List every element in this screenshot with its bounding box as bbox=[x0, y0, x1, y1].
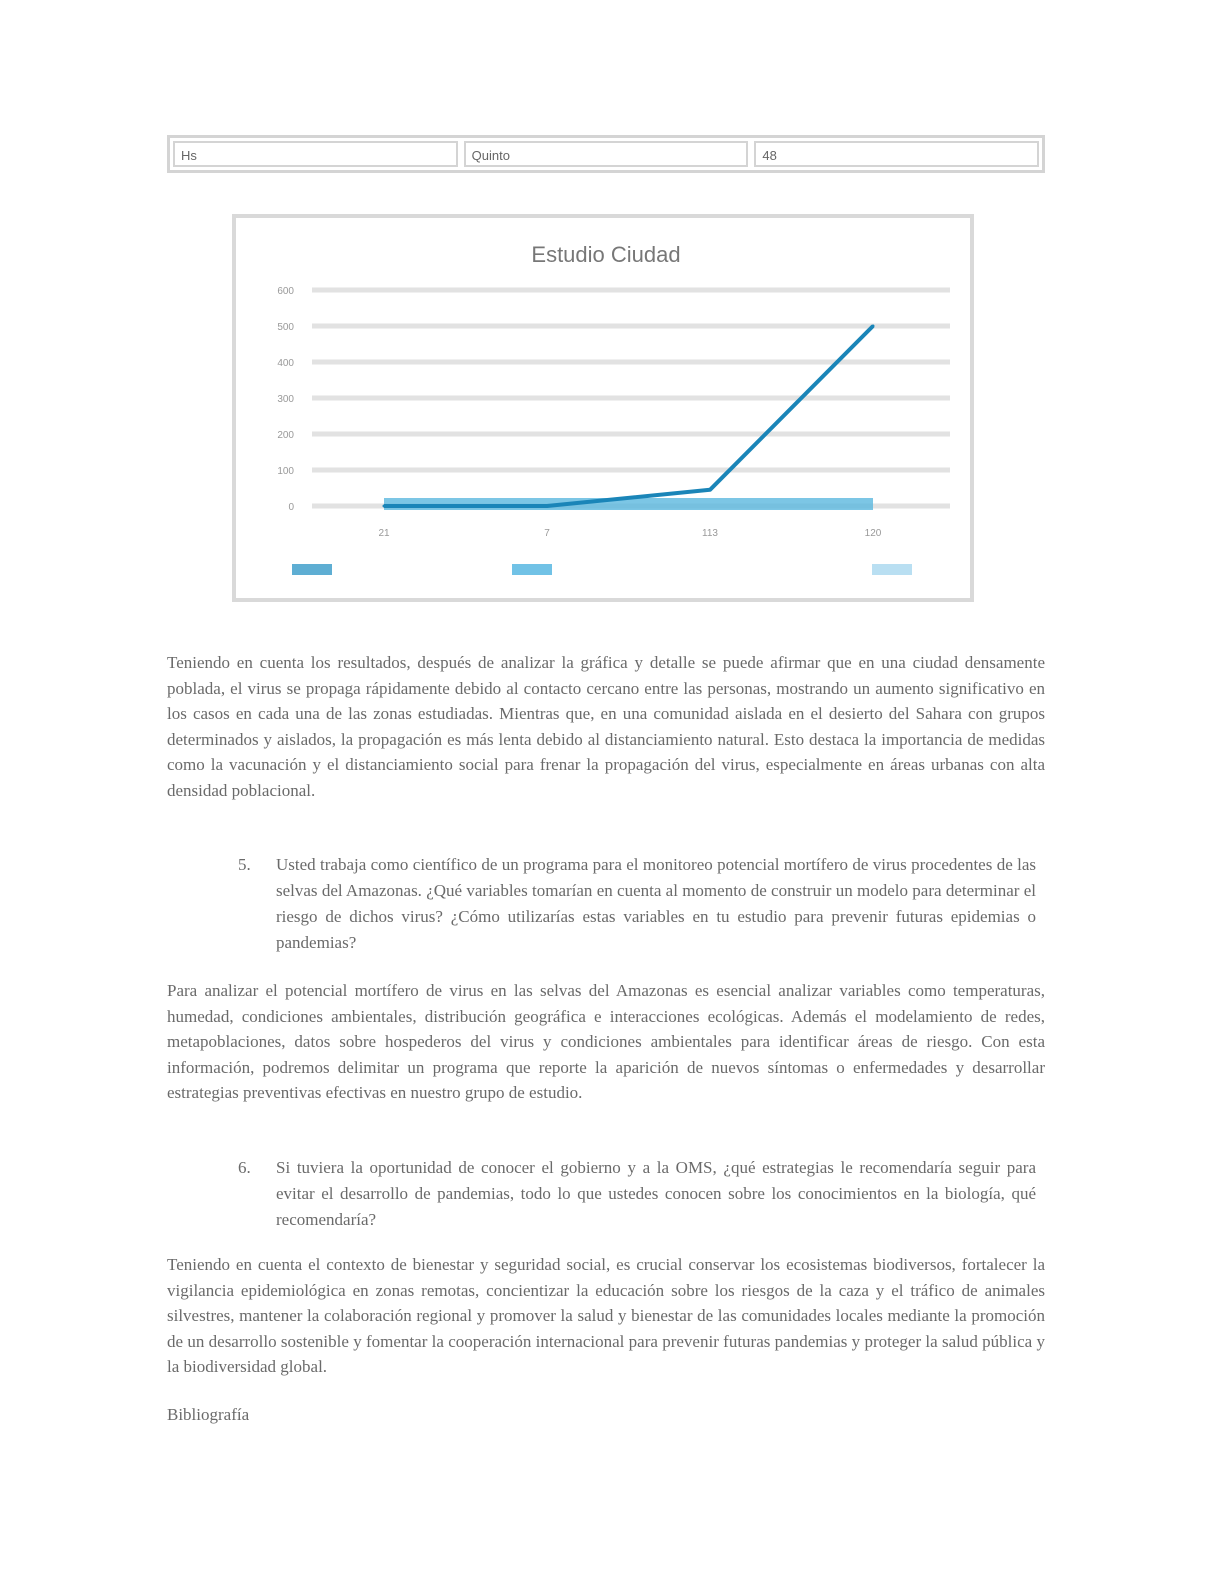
data-point bbox=[872, 325, 875, 328]
paragraph-results: Teniendo en cuenta los resultados, después de analizar la gráfica y detalle se puede afirmar que en una ciudad densamente poblada, el virus se propaga rápidamente debido al contacto cercano entre las personas, mostrando un aumento significativo en los casos en cada una de las zonas estudiadas. Mientras que, en una comunidad aislada en el desierto del Sahara con grupos determinados y aislados, la propagación es más lenta debido al distanciamiento natural. Esto destaca la importancia de medidas como la vacunación y el distanciamiento social para frenar la propagación del virus, especialmente en áreas urbanas con alta densidad poblacional. bbox=[167, 653, 1045, 800]
table-cell: Quinto bbox=[464, 141, 749, 167]
table-cell: 48 bbox=[754, 141, 1039, 167]
data-point bbox=[709, 488, 712, 491]
y-tick-label: 0 bbox=[288, 502, 294, 513]
question-text: Usted trabaja como científico de un programa para el monitoreo potencial mortífero de virus procedentes de las selvas del Amazonas. ¿Qué variables tomarían en cuenta al momento de construir un modelo para determinar el riesgo de dichos virus? ¿Cómo utilizarías estas variables en tu estudio para prevenir futuras epidemias o pandemias? bbox=[276, 855, 1036, 952]
x-tick-label: 21 bbox=[378, 528, 390, 539]
line-chart bbox=[236, 218, 970, 598]
legend-swatch bbox=[292, 564, 332, 575]
y-tick-label: 300 bbox=[277, 394, 294, 405]
table-cell: Hs bbox=[173, 141, 458, 167]
paragraph-analysis: Para analizar el potencial mortífero de virus en las selvas del Amazonas es esencial analizar variables como temperaturas, humedad, condiciones ambientales, distribución geográfica e interacciones ecológicas. Además el modelamiento de redes, metapoblaciones, datos sobre hospederos del virus y condiciones ambientales para identificar áreas de riesgo. Con esta información, podremos delimitar un programa que reporte la aparición de nuevos síntomas o enfermedades y desarrollar estrategias preventivas efectivas en nuestro grupo de estudio. bbox=[167, 981, 1045, 1102]
chart-title: Estudio Ciudad bbox=[531, 242, 681, 267]
y-tick-label: 500 bbox=[277, 322, 294, 333]
legend-swatch bbox=[872, 564, 912, 575]
x-tick-label: 120 bbox=[864, 528, 882, 539]
data-point bbox=[383, 505, 386, 508]
y-tick-label: 400 bbox=[277, 358, 294, 369]
y-tick-label: 200 bbox=[277, 430, 294, 441]
question-5 bbox=[238, 852, 1038, 952]
x-tick-label: 7 bbox=[544, 528, 550, 539]
x-tick-label: 113 bbox=[702, 528, 718, 539]
chart-container bbox=[232, 214, 974, 602]
question-number: 6. bbox=[238, 1158, 251, 1177]
header-table bbox=[167, 135, 1045, 173]
legend-swatch bbox=[512, 564, 552, 575]
y-tick-label: 100 bbox=[277, 466, 294, 477]
question-text: Si tuviera la oportunidad de conocer el gobierno y a la OMS, ¿qué estrategias le recomendaría seguir para evitar el desarrollo de pandemias, todo lo que ustedes conocen sobre los conocimientos en la biología, qué recomendaría? bbox=[276, 1158, 1036, 1229]
y-tick-label: 600 bbox=[277, 286, 294, 297]
question-6 bbox=[238, 1155, 1038, 1235]
paragraph-conclusion: Teniendo en cuenta el contexto de bienestar y seguridad social, es crucial conservar los ecosistemas biodiversos, fortalecer la vigilancia epidemiológica en zonas remotas, concientizar la educación sobre los riesgos de la caza y el tráfico de animales silvestres, mantener la colaboración regional y promover la salud y bienestar de las comunidades locales mediante la promoción de un desarrollo sostenible y fomentar la cooperación internacional para prevenir futuras pandemias y proteger la salud pública y la biodiversidad global. bbox=[167, 1255, 1045, 1376]
question-number: 5. bbox=[238, 855, 251, 874]
data-point bbox=[546, 505, 549, 508]
bibliography-heading: Bibliografía bbox=[167, 1405, 250, 1424]
series-line bbox=[384, 326, 873, 506]
